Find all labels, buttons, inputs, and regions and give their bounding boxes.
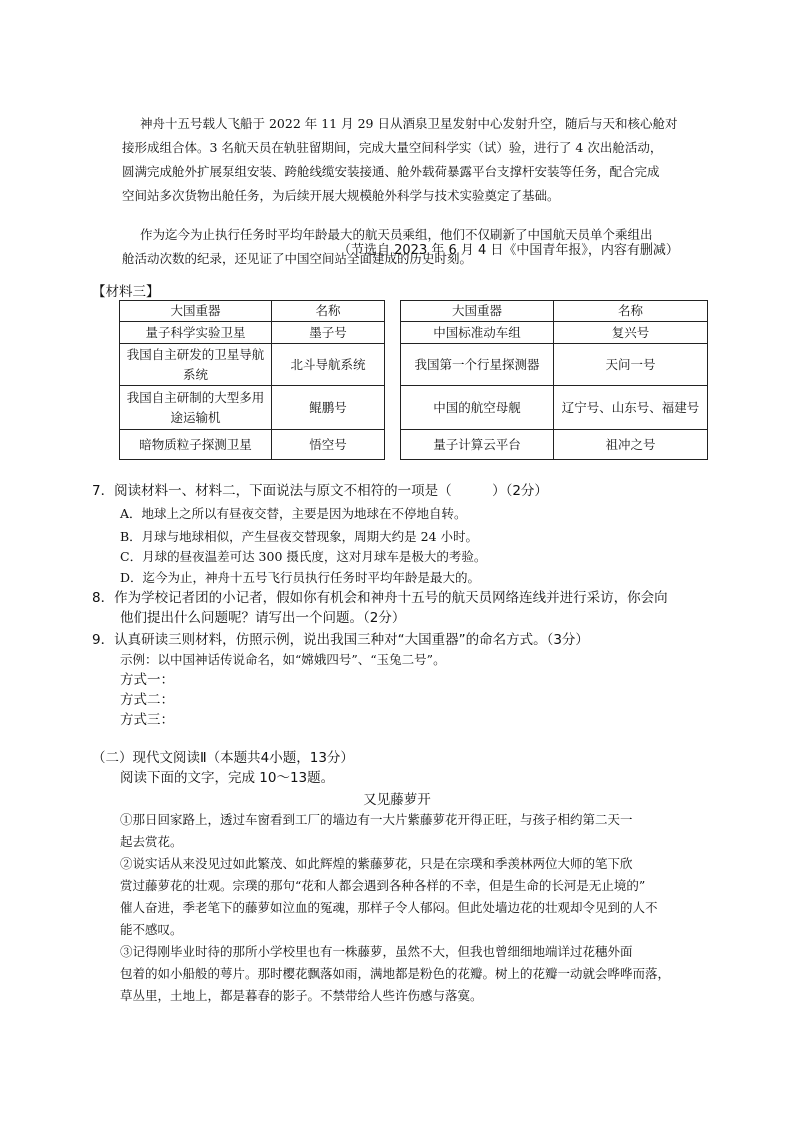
table-cell: 悟空号	[272, 430, 385, 460]
table-cell: 鲲鹏号	[272, 386, 385, 430]
table-row	[120, 430, 708, 460]
question-8-line: 8．作为学校记者团的小记者，假如你有机会和神舟十五号的航天员网络连线并进行采访，你会向	[92, 590, 668, 606]
table-cell: 辽宁号、山东号、福建号	[554, 386, 708, 430]
answer-label-2: 方式二：	[120, 692, 174, 708]
question-7-option-b: B．月球与地球相似，产生昼夜交替现象，周期大约是 24 小时。	[120, 529, 479, 544]
question-7-option-a: A．地球上之所以有昼夜交替，主要是因为地球在不停地自转。	[120, 506, 467, 521]
table-cell: 祖冲之号	[554, 430, 708, 460]
table-cell: 中国的航空母舰	[401, 386, 554, 430]
table-cell: 我国第一个行星探测器	[401, 344, 554, 386]
article-title: 又见藤萝开	[363, 792, 431, 808]
article-line: 草丛里，土地上，都是暮春的影子。不禁带给人些许伤感与落寞。	[120, 988, 483, 1003]
passage-line: 作为迄今为止执行任务时平均年龄最大的航天员乘组，他们不仅刷新了中国航天员单个乘组出	[140, 227, 653, 242]
table-header: 名称	[554, 301, 708, 322]
table-cell: 我国自主研制的大型多用途运输机	[120, 386, 272, 430]
article-line: ②说实话从来没见过如此繁茂、如此辉煌的紫藤萝花，只是在宗璞和季羡林两位大师的笔下欣	[120, 856, 633, 871]
question-9-stem: 9．认真研读三则材料，仿照示例，说出我国三种对“大国重器”的命名方式。（3分）	[92, 632, 589, 648]
table-header: 名称	[272, 301, 385, 322]
table-cell: 中国标准动车组	[401, 322, 554, 344]
question-7-option-c: C．月球的昼夜温差可达 300 摄氏度，这对月球车是极大的考验。	[120, 549, 487, 564]
table-row	[120, 344, 708, 386]
table-cell: 暗物质粒子探测卫星	[120, 430, 272, 460]
article-line: 催人奋进，季老笔下的藤萝如泣血的冤魂，那样子令人郁闷。但此处墙边花的壮观却令见到的人不	[120, 900, 658, 915]
table-cell: 北斗导航系统	[272, 344, 385, 386]
table-cell: 天问一号	[554, 344, 708, 386]
table-cell: 量子计算云平台	[401, 430, 554, 460]
table-header-row	[120, 301, 708, 322]
passage-line: 空间站多次货物出舱任务，为后续开展大规模舱外科学与技术实验奠定了基础。	[122, 188, 560, 203]
article-line: ①那日回家路上，透过车窗看到工厂的墙边有一大片紫藤萝花开得正旺，与孩子相约第二天一	[120, 812, 633, 827]
material3-table	[119, 300, 708, 460]
passage-line: 神舟十五号载人飞船于 2022 年 11 月 29 日从酒泉卫星发射中心发射升空，随后与天和核心舱对	[140, 116, 678, 131]
table-cell: 量子科学实验卫星	[120, 322, 272, 344]
table-header: 大国重器	[401, 301, 554, 322]
passage-line: 舱活动次数的纪录，还见证了中国空间站全面建成的历史时刻。	[122, 251, 473, 266]
answer-label-1: 方式一：	[120, 672, 174, 688]
passage-source: （节选自 2023 年 6 月 4 日《中国青年报》，内容有删减）	[338, 243, 679, 258]
question-8-line: 他们提出什么问题呢？请写出一个问题。（2分）	[120, 610, 406, 626]
article-line: ③记得刚毕业时待的那所小学校里也有一株藤萝，虽然不大，但我也曾细细地端详过花穗外面	[120, 944, 633, 959]
table-cell: 复兴号	[554, 322, 708, 344]
article-line: 包着的如小船般的萼片。那时樱花飘落如雨，满地都是粉色的花瓣。树上的花瓣一动就会哗哗而落，	[120, 966, 671, 981]
article-line: 起去赏花。	[120, 834, 183, 849]
table-cell: 我国自主研发的卫星导航系统	[120, 344, 272, 386]
answer-label-3: 方式三：	[120, 712, 174, 728]
question-7-stem: 7．阅读材料一、材料二，下面说法与原文不相符的一项是（ ）（2分）	[92, 483, 548, 499]
passage-line: 接形成组合体。3 名航天员在轨驻留期间，完成大量空间科学实（试）验，进行了 4 次出舱活动，	[122, 140, 663, 155]
section-instruction: 阅读下面的文字，完成 10～13题。	[120, 770, 335, 786]
section-heading: （二）现代文阅读Ⅱ（本题共4小题，13分）	[92, 750, 354, 766]
table-cell: 墨子号	[272, 322, 385, 344]
article-line: 赏过藤萝花的壮观。宗璞的那句“花和人都会遇到各种各样的不幸，但是生命的长河是无止境的”	[120, 878, 646, 893]
article-line: 能不感叹。	[120, 922, 183, 937]
passage-line: 圆满完成舱外扩展泵组安装、跨舱线缆安装接通、舱外载荷暴露平台支撑杆安装等任务，配合完成	[122, 164, 660, 179]
table-header: 大国重器	[120, 301, 272, 322]
question-9-example: 示例：以中国神话传说命名，如“嫦娥四号”、“玉兔二号”。	[120, 652, 446, 667]
question-7-option-d: D．迄今为止，神舟十五号飞行员执行任务时平均年龄是最大的。	[120, 570, 481, 585]
table-row	[120, 386, 708, 430]
material3-label: 【材料三】	[92, 284, 160, 300]
table-row	[120, 322, 708, 344]
